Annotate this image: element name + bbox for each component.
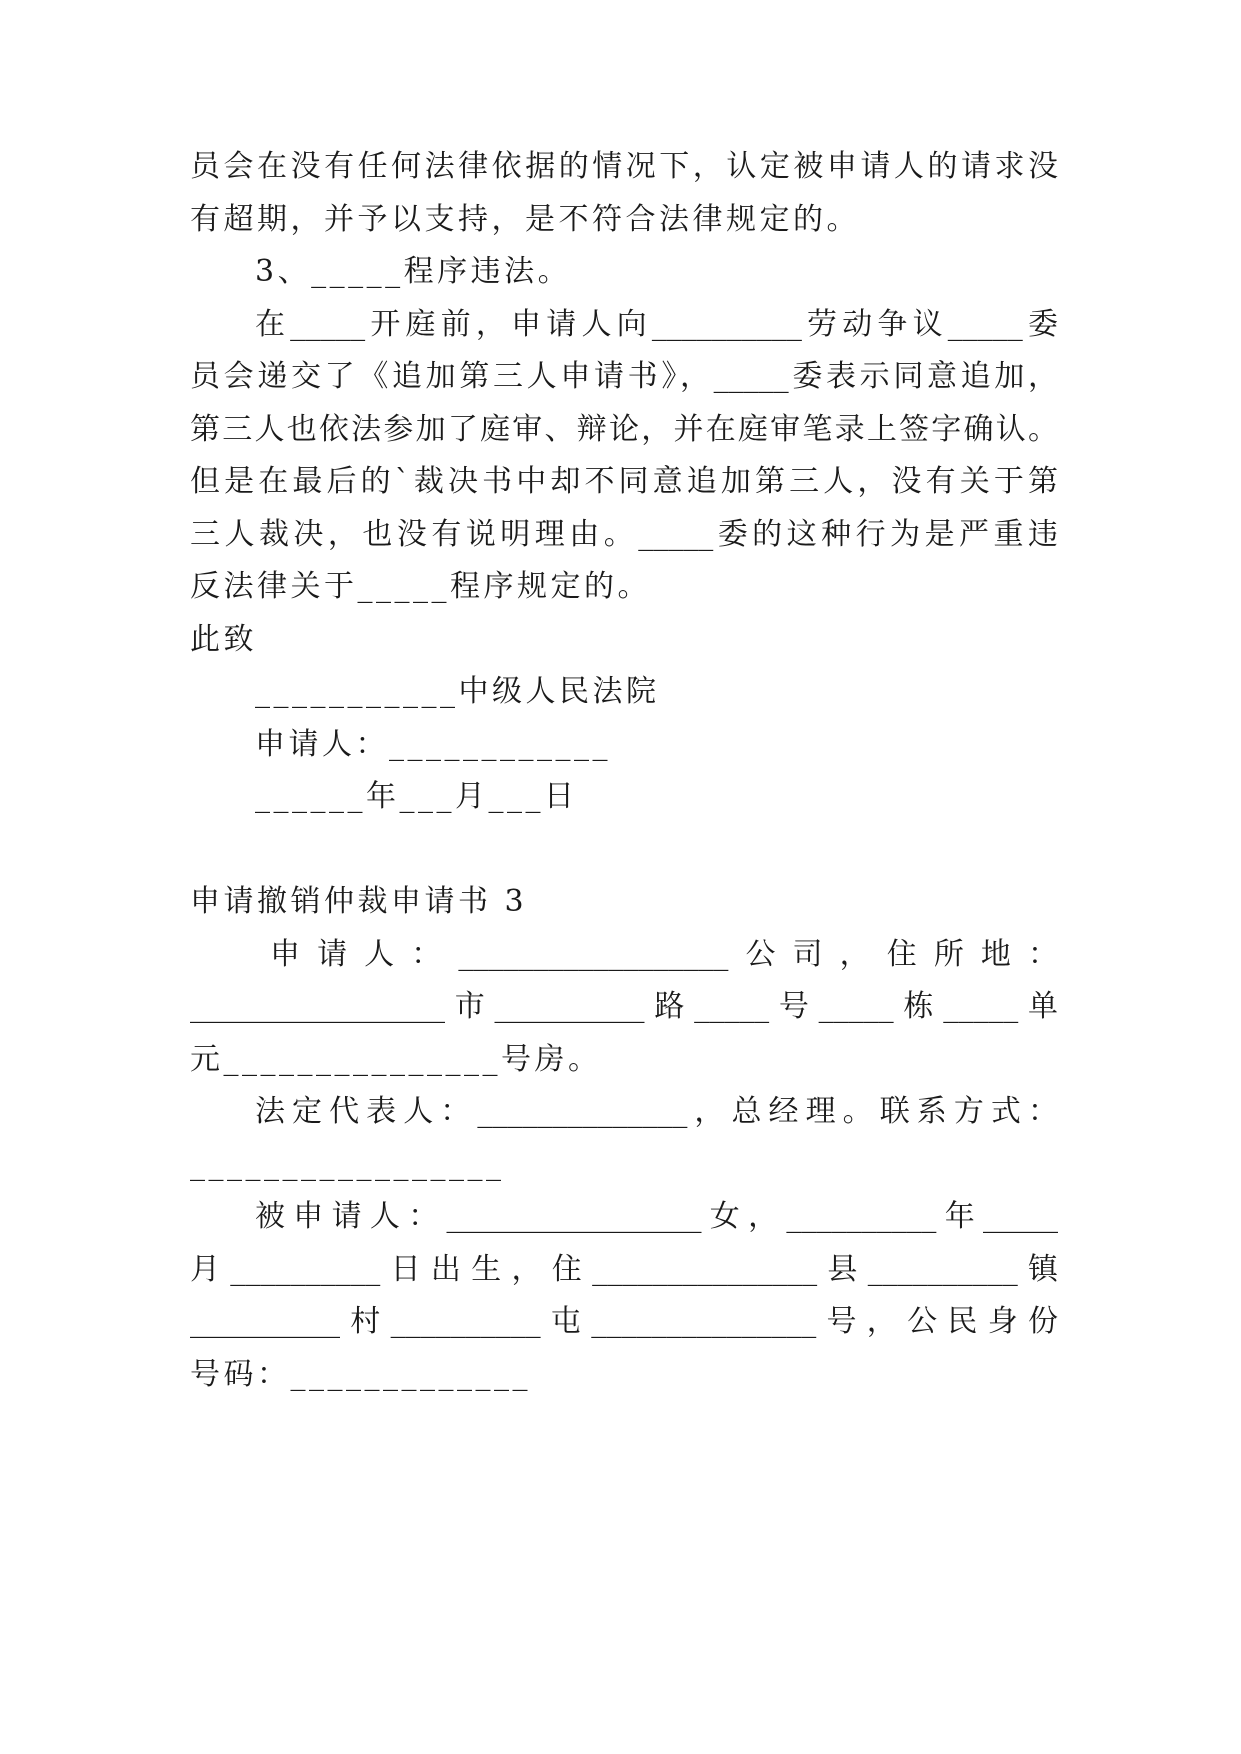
paragraph-line: 员会在没有任何法律依据的情况下，认定被申请人的请求没 (190, 149, 1058, 184)
signature-date: ______年___月___日 (255, 779, 578, 814)
paragraph-line: 被申请人：_________________女，__________年_____ (255, 1199, 1058, 1234)
document-title: 申请撤销仲裁申请书 3 (190, 884, 528, 919)
paragraph-line: 元_______________号房。 (190, 1042, 602, 1077)
court-name: ___________中级人民法院 (255, 674, 660, 709)
paragraph-line: _________________ (190, 1147, 505, 1182)
paragraph-line: 有超期，并予以支持，是不符合法律规定的。 (190, 202, 860, 237)
paragraph-line: 反法律关于_____程序规定的。 (190, 569, 651, 604)
paragraph-line: __________村__________屯_______________号，公民身份 (190, 1304, 1058, 1339)
paragraph-line: 法定代表人：______________，总经理。联系方式： (255, 1094, 1058, 1129)
paragraph-line: 申请人：__________________公司，住所地： (270, 937, 1058, 972)
paragraph-line: 在_____开庭前，申请人向__________劳动争议_____委 (255, 307, 1058, 342)
paragraph-line: 员会递交了《追加第三人申请书》，_____委表示同意追加， (190, 359, 1058, 394)
paragraph-line: 号码：_____________ (190, 1357, 531, 1392)
section-heading: 3、_____程序违法。 (255, 254, 572, 289)
salutation: 此致 (190, 622, 257, 657)
applicant-signature: 申请人：____________ (255, 727, 611, 762)
paragraph-line: 但是在最后的`裁决书中却不同意追加第三人，没有关于第 (190, 464, 1058, 499)
paragraph-line: 三人裁决，也没有说明理由。_____委的这种行为是严重违 (190, 517, 1058, 552)
paragraph-line: 月__________日出生，住_______________县__________镇 (190, 1252, 1058, 1287)
paragraph-line: 第三人也依法参加了庭审、辩论，并在庭审笔录上签字确认。 (190, 412, 1058, 447)
paragraph-line: _________________市__________路_____号_____栋_____单 (190, 989, 1058, 1024)
